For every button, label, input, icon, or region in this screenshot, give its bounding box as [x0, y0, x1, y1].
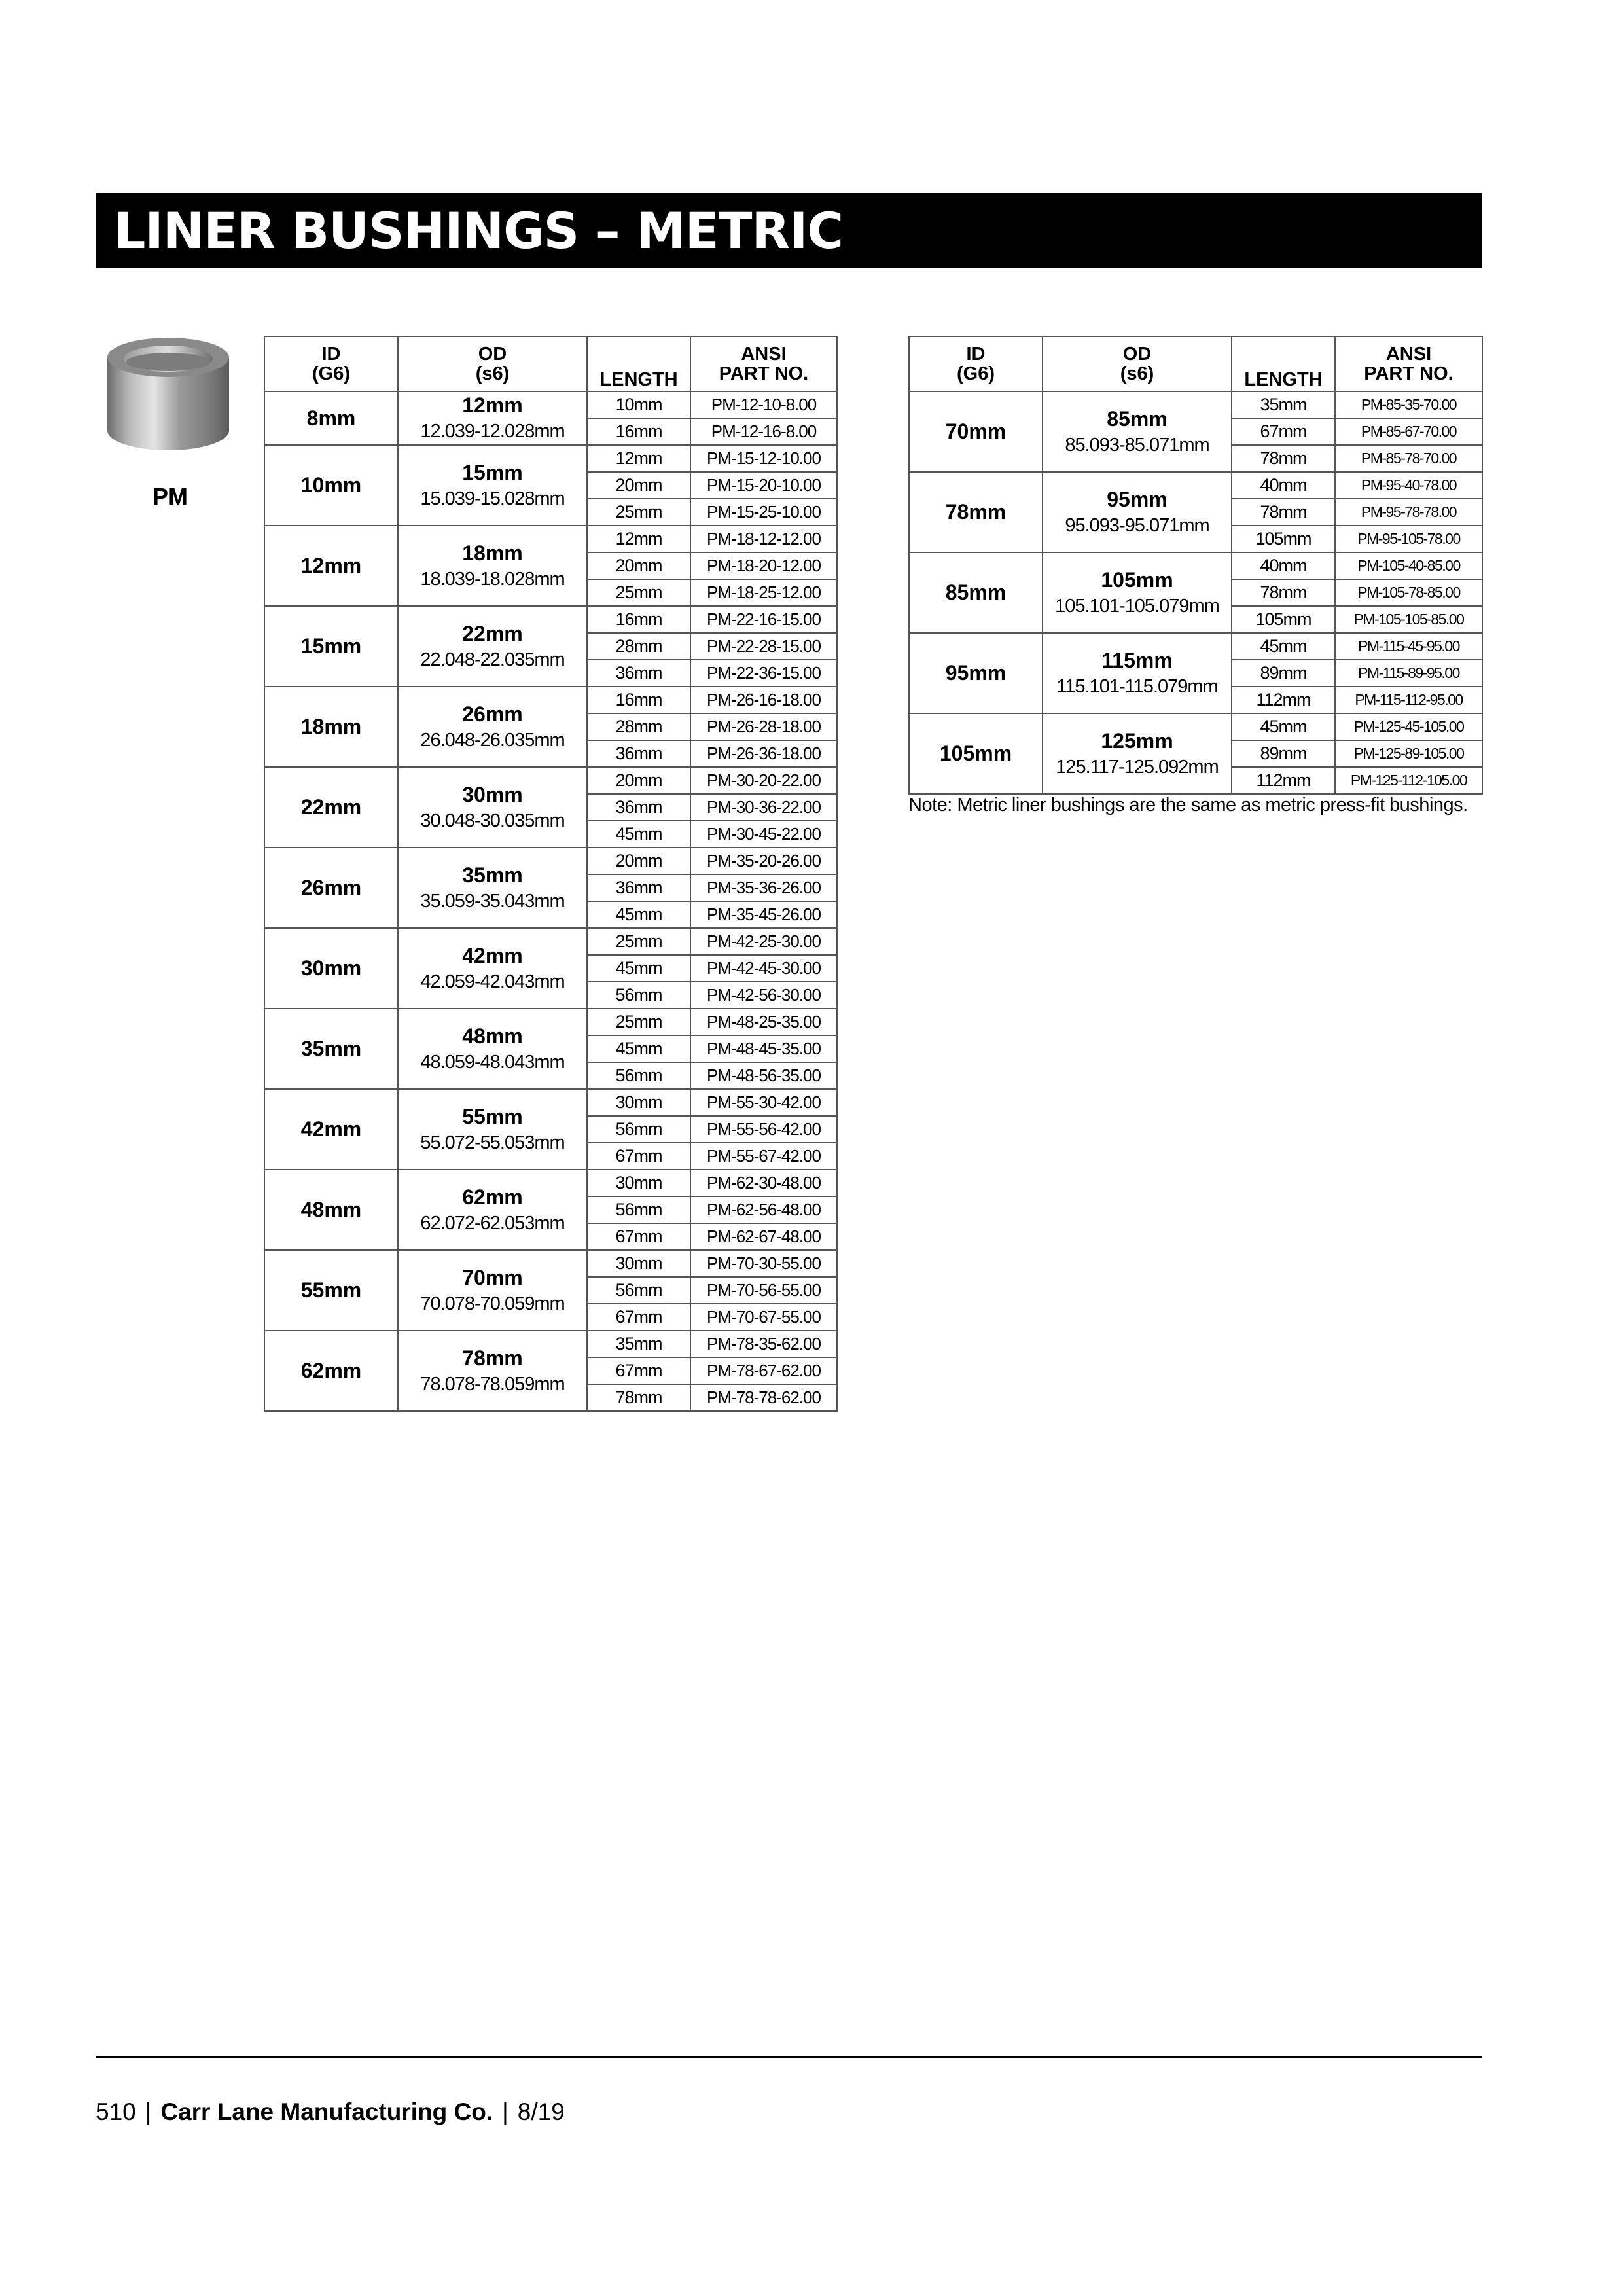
part-number-cell: PM-125-112-105.00	[1335, 767, 1482, 794]
length-cell: 67mm	[587, 1357, 690, 1384]
length-cell: 45mm	[587, 821, 690, 848]
od-cell	[398, 445, 587, 526]
length-cell: 12mm	[587, 526, 690, 552]
od-tolerance-range: 115.101-115.079mm	[1056, 675, 1218, 697]
page-footer	[96, 2098, 565, 2126]
table-row	[264, 687, 837, 713]
od-tolerance-range: 78.078-78.059mm	[420, 1373, 565, 1395]
od-size: 42mm	[462, 943, 523, 967]
length-cell: 30mm	[587, 1170, 690, 1196]
od-tolerance-range: 26.048-26.035mm	[420, 729, 565, 751]
part-number-cell: PM-30-36-22.00	[690, 794, 837, 821]
page-number: 510	[96, 2098, 136, 2125]
left-spec-table	[264, 336, 838, 1412]
od-size: 30mm	[462, 782, 523, 806]
od-cell	[1043, 713, 1232, 794]
length-cell: 30mm	[587, 1250, 690, 1277]
page-title: LINER BUSHINGS – METRIC	[96, 193, 1482, 268]
part-number-cell: PM-125-89-105.00	[1335, 740, 1482, 767]
table-row	[264, 1089, 837, 1116]
length-cell: 112mm	[1232, 767, 1335, 794]
table-row	[264, 1170, 837, 1196]
od-tolerance-range: 62.072-62.053mm	[420, 1212, 565, 1234]
length-cell: 67mm	[587, 1143, 690, 1170]
table-row	[264, 445, 837, 472]
od-tolerance-range: 15.039-15.028mm	[420, 488, 565, 509]
table-row	[264, 391, 837, 418]
part-number-cell: PM-22-28-15.00	[690, 633, 837, 660]
length-cell: 105mm	[1232, 606, 1335, 633]
od-size: 78mm	[462, 1346, 523, 1370]
od-cell	[398, 687, 587, 767]
od-size: 55mm	[462, 1104, 523, 1128]
od-cell	[398, 1250, 587, 1331]
part-number-cell: PM-70-56-55.00	[690, 1277, 837, 1304]
length-cell: 89mm	[1232, 660, 1335, 687]
table-row	[909, 713, 1482, 740]
company-name: Carr Lane Manufacturing Co.	[160, 2098, 493, 2125]
od-tolerance-range: 12.039-12.028mm	[420, 421, 565, 442]
id-size-cell: 85mm	[909, 552, 1043, 633]
part-number-cell: PM-35-45-26.00	[690, 901, 837, 928]
part-number-cell: PM-70-67-55.00	[690, 1304, 837, 1331]
table-row	[909, 552, 1482, 579]
part-number-cell: PM-78-67-62.00	[690, 1357, 837, 1384]
length-cell: 56mm	[587, 982, 690, 1009]
length-cell: 56mm	[587, 1116, 690, 1143]
length-cell: 40mm	[1232, 552, 1335, 579]
table-row	[909, 472, 1482, 499]
od-tolerance-range: 22.048-22.035mm	[420, 649, 565, 670]
od-column-header: OD (s6)	[1043, 336, 1232, 391]
table-row	[264, 1331, 837, 1357]
part-number-cell: PM-26-28-18.00	[690, 713, 837, 740]
od-size: 12mm	[462, 393, 523, 417]
part-number-cell: PM-55-67-42.00	[690, 1143, 837, 1170]
od-size: 18mm	[462, 541, 523, 565]
id-size-cell: 42mm	[264, 1089, 398, 1170]
footer-divider	[96, 2056, 1482, 2058]
length-cell: 25mm	[587, 928, 690, 955]
length-cell: 16mm	[587, 687, 690, 713]
od-size: 70mm	[462, 1265, 523, 1289]
length-cell: 56mm	[587, 1196, 690, 1223]
od-tolerance-range: 125.117-125.092mm	[1056, 756, 1219, 778]
part-number-cell: PM-78-35-62.00	[690, 1331, 837, 1357]
part-number-cell: PM-62-56-48.00	[690, 1196, 837, 1223]
id-column-header: ID (G6)	[909, 336, 1043, 391]
id-size-cell: 22mm	[264, 767, 398, 848]
part-number-cell: PM-115-112-95.00	[1335, 687, 1482, 713]
od-size: 22mm	[462, 621, 523, 645]
revision-date: 8/19	[517, 2098, 565, 2125]
od-size: 115mm	[1101, 648, 1173, 672]
length-column-header: LENGTH	[1232, 336, 1335, 391]
table-row	[264, 928, 837, 955]
part-number-cell: PM-95-105-78.00	[1335, 526, 1482, 552]
product-code-label: PM	[152, 483, 188, 510]
part-number-cell: PM-15-12-10.00	[690, 445, 837, 472]
length-cell: 45mm	[587, 901, 690, 928]
length-cell: 67mm	[587, 1223, 690, 1250]
part-number-cell: PM-115-89-95.00	[1335, 660, 1482, 687]
length-cell: 45mm	[1232, 633, 1335, 660]
length-cell: 112mm	[1232, 687, 1335, 713]
od-cell	[398, 1089, 587, 1170]
part-number-cell: PM-125-45-105.00	[1335, 713, 1482, 740]
bushing-product-image	[99, 332, 237, 456]
part-number-cell: PM-15-20-10.00	[690, 472, 837, 499]
table-row	[264, 1009, 837, 1035]
od-size: 95mm	[1107, 487, 1168, 511]
length-cell: 40mm	[1232, 472, 1335, 499]
od-size: 26mm	[462, 702, 523, 726]
table-row	[264, 1250, 837, 1277]
id-size-cell: 62mm	[264, 1331, 398, 1411]
part-number-cell: PM-48-56-35.00	[690, 1062, 837, 1089]
length-cell: 28mm	[587, 633, 690, 660]
part-number-cell: PM-70-30-55.00	[690, 1250, 837, 1277]
od-tolerance-range: 30.048-30.035mm	[420, 810, 565, 831]
length-cell: 78mm	[587, 1384, 690, 1411]
part-number-cell: PM-42-45-30.00	[690, 955, 837, 982]
length-cell: 67mm	[1232, 418, 1335, 445]
part-number-cell: PM-15-25-10.00	[690, 499, 837, 526]
part-number-cell: PM-105-78-85.00	[1335, 579, 1482, 606]
od-cell	[398, 1009, 587, 1089]
id-size-cell: 26mm	[264, 848, 398, 928]
length-cell: 56mm	[587, 1277, 690, 1304]
part-number-cell: PM-48-25-35.00	[690, 1009, 837, 1035]
length-cell: 78mm	[1232, 499, 1335, 526]
part-number-cell: PM-22-16-15.00	[690, 606, 837, 633]
od-size: 125mm	[1101, 728, 1173, 753]
part-number-cell: PM-26-36-18.00	[690, 740, 837, 767]
length-cell: 45mm	[1232, 713, 1335, 740]
part-number-cell: PM-55-30-42.00	[690, 1089, 837, 1116]
od-tolerance-range: 70.078-70.059mm	[420, 1293, 565, 1314]
od-tolerance-range: 95.093-95.071mm	[1065, 514, 1209, 536]
id-size-cell: 15mm	[264, 606, 398, 687]
table-row	[264, 526, 837, 552]
part-number-cell: PM-35-36-26.00	[690, 874, 837, 901]
length-cell: 35mm	[587, 1331, 690, 1357]
id-size-cell: 48mm	[264, 1170, 398, 1250]
part-number-cell: PM-18-12-12.00	[690, 526, 837, 552]
length-cell: 78mm	[1232, 445, 1335, 472]
id-size-cell: 95mm	[909, 633, 1043, 713]
length-cell: 105mm	[1232, 526, 1335, 552]
length-cell: 28mm	[587, 713, 690, 740]
od-tolerance-range: 85.093-85.071mm	[1065, 434, 1209, 456]
id-size-cell: 8mm	[264, 391, 398, 445]
id-size-cell: 10mm	[264, 445, 398, 526]
length-cell: 12mm	[587, 445, 690, 472]
length-cell: 36mm	[587, 794, 690, 821]
length-cell: 20mm	[587, 552, 690, 579]
part-number-cell: PM-18-20-12.00	[690, 552, 837, 579]
length-cell: 56mm	[587, 1062, 690, 1089]
length-cell: 36mm	[587, 740, 690, 767]
od-tolerance-range: 105.101-105.079mm	[1055, 595, 1219, 617]
length-cell: 30mm	[587, 1089, 690, 1116]
table-header-row	[909, 336, 1482, 391]
length-cell: 36mm	[587, 874, 690, 901]
part-number-cell: PM-30-20-22.00	[690, 767, 837, 794]
length-cell: 45mm	[587, 1035, 690, 1062]
length-cell: 35mm	[1232, 391, 1335, 418]
footer-separator: |	[502, 2098, 508, 2125]
part-number-cell: PM-95-78-78.00	[1335, 499, 1482, 526]
od-cell	[398, 928, 587, 1009]
od-cell	[1043, 472, 1232, 552]
id-size-cell: 12mm	[264, 526, 398, 606]
length-cell: 20mm	[587, 848, 690, 874]
length-cell: 89mm	[1232, 740, 1335, 767]
od-size: 62mm	[462, 1185, 523, 1209]
od-size: 48mm	[462, 1024, 523, 1048]
length-cell: 25mm	[587, 579, 690, 606]
length-cell: 20mm	[587, 472, 690, 499]
od-cell	[1043, 633, 1232, 713]
part-number-cell: PM-18-25-12.00	[690, 579, 837, 606]
part-number-cell: PM-85-67-70.00	[1335, 418, 1482, 445]
part-number-cell: PM-35-20-26.00	[690, 848, 837, 874]
footer-separator: |	[145, 2098, 152, 2125]
part-number-column-header: ANSI PART NO.	[1335, 336, 1482, 391]
table-row	[909, 633, 1482, 660]
od-cell	[398, 1331, 587, 1411]
od-tolerance-range: 42.059-42.043mm	[420, 971, 565, 992]
part-number-column-header: ANSI PART NO.	[690, 336, 837, 391]
right-spec-table	[908, 336, 1483, 795]
od-size: 85mm	[1107, 406, 1168, 431]
length-cell: 20mm	[587, 767, 690, 794]
od-cell	[398, 848, 587, 928]
length-cell: 16mm	[587, 606, 690, 633]
part-number-cell: PM-42-25-30.00	[690, 928, 837, 955]
length-cell: 25mm	[587, 1009, 690, 1035]
od-size: 35mm	[462, 863, 523, 887]
length-cell: 45mm	[587, 955, 690, 982]
od-cell	[398, 767, 587, 848]
length-column-header: LENGTH	[587, 336, 690, 391]
od-cell	[1043, 552, 1232, 633]
part-number-cell: PM-22-36-15.00	[690, 660, 837, 687]
table-row	[264, 767, 837, 794]
length-cell: 16mm	[587, 418, 690, 445]
part-number-cell: PM-30-45-22.00	[690, 821, 837, 848]
od-tolerance-range: 48.059-48.043mm	[420, 1051, 565, 1073]
part-number-cell: PM-115-45-95.00	[1335, 633, 1482, 660]
od-column-header: OD (s6)	[398, 336, 587, 391]
od-cell	[398, 526, 587, 606]
table-row	[909, 391, 1482, 418]
id-size-cell: 18mm	[264, 687, 398, 767]
od-tolerance-range: 55.072-55.053mm	[420, 1132, 565, 1153]
od-cell	[398, 1170, 587, 1250]
id-size-cell: 30mm	[264, 928, 398, 1009]
part-number-cell: PM-105-40-85.00	[1335, 552, 1482, 579]
length-cell: 25mm	[587, 499, 690, 526]
part-number-cell: PM-95-40-78.00	[1335, 472, 1482, 499]
od-tolerance-range: 35.059-35.043mm	[420, 890, 565, 912]
id-column-header: ID (G6)	[264, 336, 398, 391]
part-number-cell: PM-26-16-18.00	[690, 687, 837, 713]
od-tolerance-range: 18.039-18.028mm	[420, 568, 565, 590]
part-number-cell: PM-55-56-42.00	[690, 1116, 837, 1143]
part-number-cell: PM-78-78-62.00	[690, 1384, 837, 1411]
od-size: 15mm	[462, 460, 523, 484]
id-size-cell: 35mm	[264, 1009, 398, 1089]
table-row	[264, 606, 837, 633]
part-number-cell: PM-48-45-35.00	[690, 1035, 837, 1062]
length-cell: 10mm	[587, 391, 690, 418]
id-size-cell: 70mm	[909, 391, 1043, 472]
table-row	[264, 848, 837, 874]
length-cell: 67mm	[587, 1304, 690, 1331]
part-number-cell: PM-62-30-48.00	[690, 1170, 837, 1196]
part-number-cell: PM-105-105-85.00	[1335, 606, 1482, 633]
part-number-cell: PM-42-56-30.00	[690, 982, 837, 1009]
length-cell: 78mm	[1232, 579, 1335, 606]
od-size: 105mm	[1101, 567, 1173, 592]
note-text: Note: Metric liner bushings are the same as metric press-fit bushings.	[908, 795, 1468, 816]
id-size-cell: 78mm	[909, 472, 1043, 552]
od-cell	[1043, 391, 1232, 472]
part-number-cell: PM-85-35-70.00	[1335, 391, 1482, 418]
part-number-cell: PM-62-67-48.00	[690, 1223, 837, 1250]
id-size-cell: 105mm	[909, 713, 1043, 794]
id-size-cell: 55mm	[264, 1250, 398, 1331]
part-number-cell: PM-12-10-8.00	[690, 391, 837, 418]
part-number-cell: PM-85-78-70.00	[1335, 445, 1482, 472]
od-cell	[398, 391, 587, 445]
od-cell	[398, 606, 587, 687]
table-header-row	[264, 336, 837, 391]
part-number-cell: PM-12-16-8.00	[690, 418, 837, 445]
length-cell: 36mm	[587, 660, 690, 687]
